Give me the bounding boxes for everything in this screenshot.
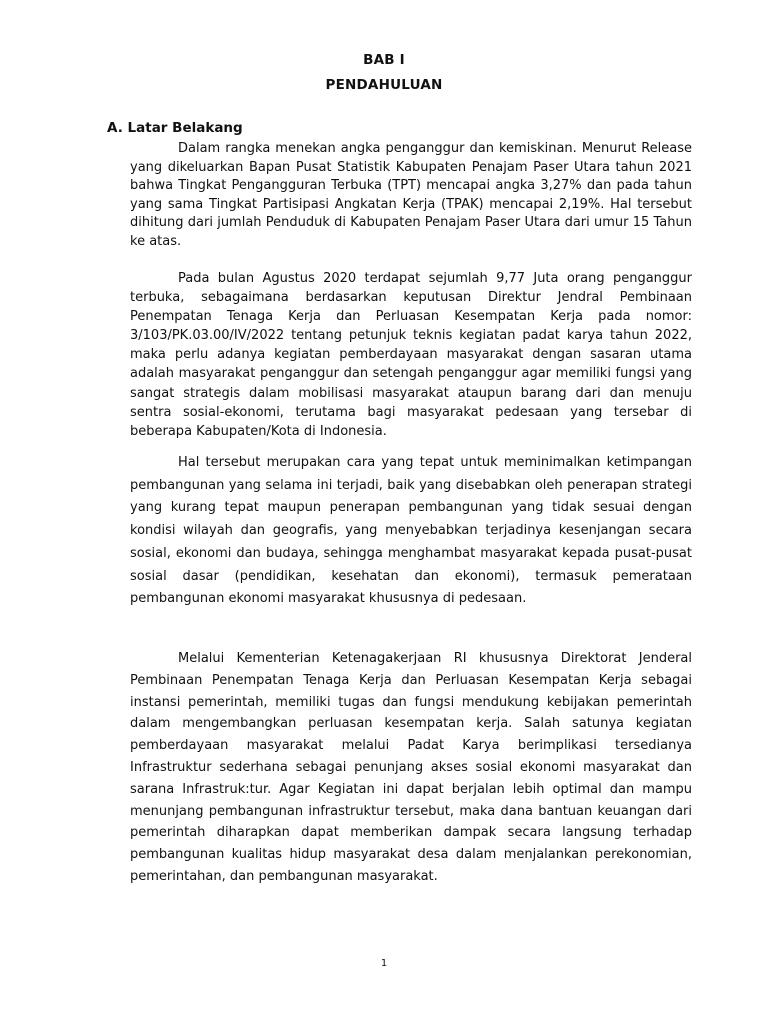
chapter-heading: BAB I <box>363 52 405 68</box>
paragraph-2-text: Pada bulan Agustus 2020 terdapat sejumlah 9,77 Juta orang penganggur terbuka, sebagaimana berdasarkan keputusan Direktur Jendral Pembinaan Penempatan Tenaga Kerja dan Perluasan Kesempatan Kerja pada nomor: 3/103/PK.03.00/IV/2022 tentang petunjuk teknis kegiatan padat karya tahun 2022, maka perlu adanya kegiatan pemberdayaan masyarakat dengan sasaran utama adalah masyarakat penganggur dan setengah penganggur agar memiliki fungsi yang sangat strategis dalam mobilisasi masyarakat ataupun barang dari dan menuju sentra sosial-ekonomi, terutama bagi masyarakat pedesaan yang tersebar di beberapa Kabupaten/Kota di Indonesia. <box>130 271 692 439</box>
paragraph-4-text: Melalui Kementerian Ketenagakerjaan RI khususnya Direktorat Jenderal Pembinaan Penempatan Tenaga Kerja dan Perluasan Kesempatan Kerja sebagai instansi pemerintah, memiliki tugas dan fungsi mendukung kebijakan pemerintah dalam mengembangkan perluasan kesempatan kerja. Salah satunya kegiatan pemberdayaan masyarakat melalui Padat Karya berimplikasi tersedianya Infrastruktur sederhana sebagai penunjang akses sosial ekonomi masyarakat dan sarana Infrastruk:tur. Agar Kegiatan ini dapat berjalan lebih optimal dan mampu menunjang pembangunan infrastruktur tersebut, maka dana bantuan keuangan dari pemerintah diharapkan dapat memberikan dampak secara langsung terhadap pembangunan kualitas hidup masyarakat desa dalam menjalankan perekonomian, pemerintahan, dan pembangunan masyarakat. <box>130 651 692 884</box>
page-number: 1 <box>380 958 388 969</box>
chapter-title: PENDAHULUAN <box>325 77 443 93</box>
paragraph-1-text: Dalam rangka menekan angka penganggur dan kemiskinan. Menurut Release yang dikeluarkan Bapan Pusat Statistik Kabupaten Penajam Paser Utara tahun 2021 bahwa Tingkat Pengangguran Terbuka (TPT) mencapai angka 3,27% dan pada tahun yang sama Tingkat Partisipasi Angkatan Kerja (TPAK) mencapai 2,19%. Hal tersebut dihitung dari jumlah Penduduk di Kabupaten Penajam Paser Utara dari umur 15 Tahun ke atas. <box>130 141 692 249</box>
paragraph-2 <box>130 269 692 441</box>
paragraph-3-text: Hal tersebut merupakan cara yang tepat untuk meminimalkan ketimpangan pembangunan yang selama ini terjadi, baik yang disebabkan oleh penerapan strategi yang kurang tepat maupun penerapan pembangunan yang tidak sesuai dengan kondisi wilayah dan geografis, yang menyebabkan terjadinya kesenjangan secara sosial, ekonomi dan budaya, sehingga menghambat masyarakat kepada pusat-pusat sosial dasar (pendidikan, kesehatan dan ekonomi), termasuk pemerataan pembangunan ekonomi masyarakat khususnya di pedesaan. <box>130 455 692 607</box>
paragraph-3 <box>130 452 692 611</box>
section-heading: A. Latar Belakang <box>107 120 243 136</box>
paragraph-4 <box>130 648 692 888</box>
paragraph-1 <box>130 140 692 252</box>
